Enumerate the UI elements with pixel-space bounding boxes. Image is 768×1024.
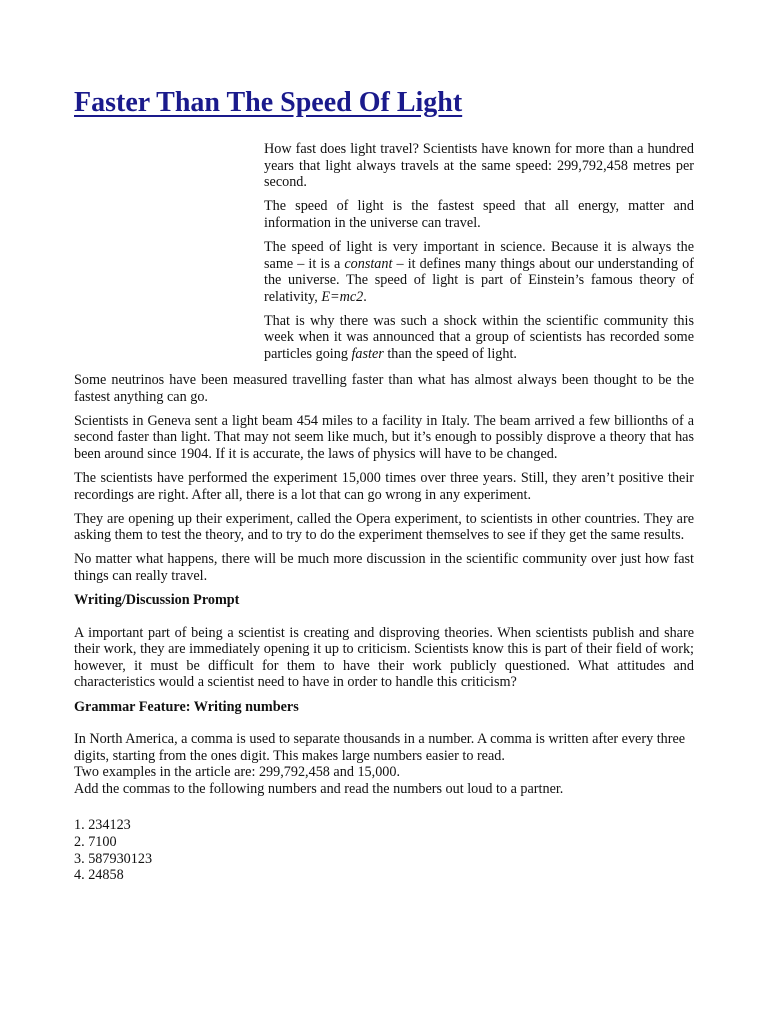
- text-run: That is why there was such a shock within the scientific community this week when it was announced that a group of scientists has recorded some particles going: [264, 312, 694, 363]
- body-paragraph-9: No matter what happens, there will be much more discussion in the scientific community over just how fast things can really travel.: [74, 551, 694, 584]
- emphasis-faster: faster: [351, 346, 384, 363]
- grammar-line-3: Add the commas to the following numbers and read the numbers out loud to a partner.: [74, 780, 564, 797]
- article-title: Faster Than The Speed Of Light: [74, 87, 463, 118]
- grammar-line-2: Two examples in the article are: 299,792,458 and 15,000.: [74, 764, 401, 781]
- list-item: 1. 234123: [74, 817, 131, 834]
- body-paragraph-7: The scientists have performed the experiment 15,000 times over three years. Still, they aren’t positive their recordings are right. After all, there is a lot that can go wrong in any experiment.: [74, 469, 694, 503]
- main-column: [74, 372, 694, 884]
- text-run: .: [363, 288, 367, 305]
- grammar-heading: Grammar Feature: Writing numbers: [74, 698, 299, 715]
- grammar-text: [74, 731, 694, 797]
- list-item: 4. 24858: [74, 867, 124, 884]
- text-run: – it defines many things about our understanding of the universe. The speed of light is part of Einstein’s famous theory of relativity,: [264, 255, 694, 305]
- spacer: [74, 715, 694, 731]
- body-paragraph-5: Some neutrinos have been measured travelling faster than what has almost always been thought to be the fastest anything can go.: [74, 372, 694, 405]
- spacer: [74, 797, 694, 817]
- emphasis-constant: constant: [344, 255, 393, 272]
- text-run: The speed of light is very important in science. Because it is always the same – it is a: [264, 238, 694, 272]
- grammar-line-1: In North America, a comma is used to separate thousands in a number. A comma is written after every three digits, starting from the ones digit. This makes large numbers easier to read.: [74, 731, 686, 764]
- intro-paragraph-2: The speed of light is the fastest speed that all energy, matter and information in the universe can travel.: [264, 198, 694, 231]
- emphasis-formula: E=mc2: [321, 288, 364, 305]
- text-run: than the speed of light.: [383, 346, 517, 363]
- body-paragraph-6: Scientists in Geneva sent a light beam 454 miles to a facility in Italy. The beam arrived a few billionths of a second faster than light. That may not seem like much, but it’s enough to possibly disprove a theory that has been around since 1904. If it is accurate, the laws of physics will have to be changed.: [74, 412, 694, 462]
- intro-paragraph-3: [264, 239, 694, 305]
- writing-prompt-text: A important part of being a scientist is creating and disproving theories. When scientists publish and share their work, they are immediately opening it up to criticism. Scientists know this is part of their field of work; however, it must be difficult for them to have their work publicly questioned. What attitudes and characteristics would a scientist need to have in order to handle this criticism?: [74, 624, 694, 691]
- body-paragraph-8: They are opening up their experiment, called the Opera experiment, to scientists in other countries. They are asking them to test the theory, and to try to do the experiment themselves to see if they get the same results.: [74, 510, 694, 544]
- list-item: 2. 7100: [74, 834, 117, 851]
- spacer: [74, 609, 694, 625]
- number-exercise-list: [74, 817, 694, 883]
- intro-paragraph-4: [264, 313, 694, 363]
- intro-column: [264, 141, 694, 370]
- writing-prompt-heading: Writing/Discussion Prompt: [74, 592, 240, 609]
- list-item: 3. 587930123: [74, 850, 153, 867]
- intro-paragraph-1: How fast does light travel? Scientists have known for more than a hundred years that light always travels at the same speed: 299,792,458 metres per second.: [264, 141, 694, 191]
